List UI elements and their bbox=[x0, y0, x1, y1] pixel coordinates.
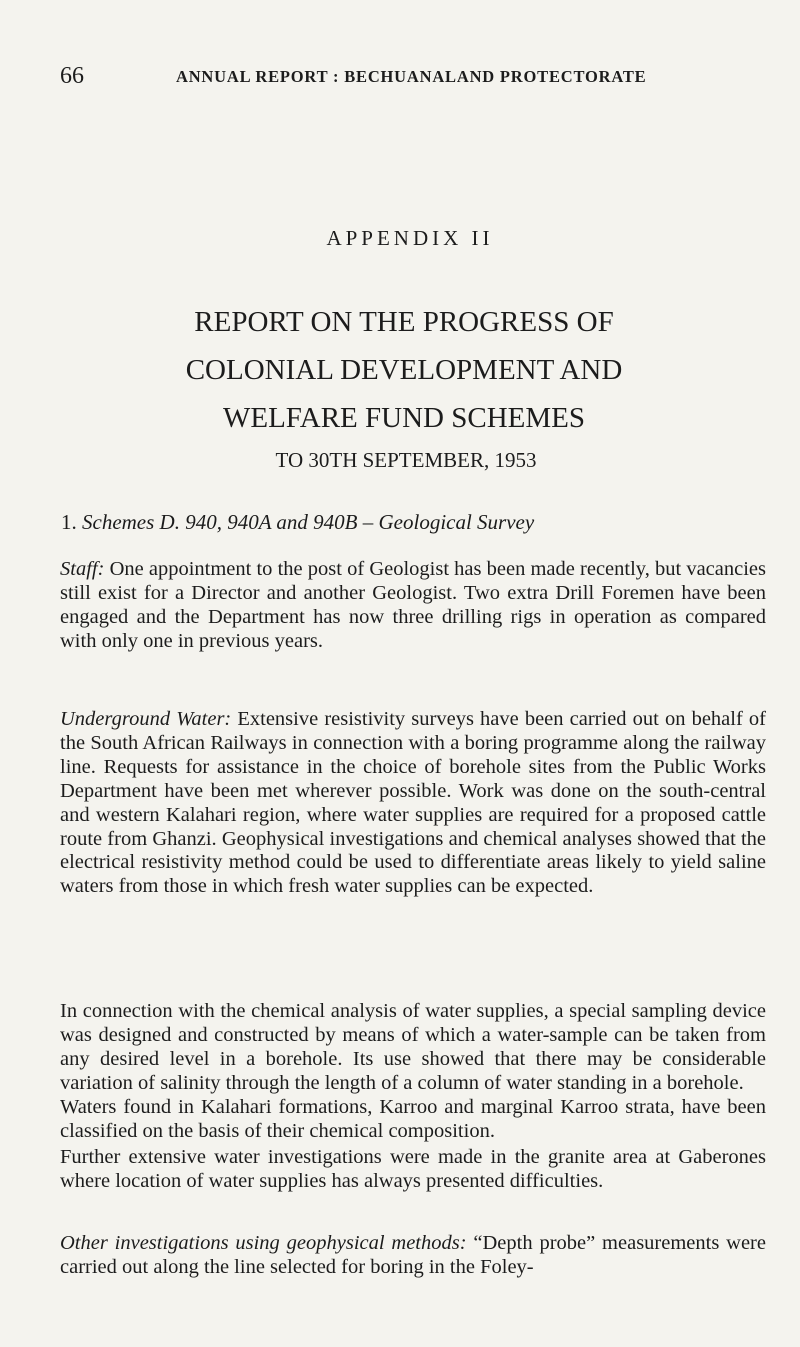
paragraph-text: “Depth probe” measurements were carried out along the line selected for boring in the Foley- bbox=[60, 1232, 766, 1278]
section-number: 1. bbox=[61, 510, 77, 534]
running-head: ANNUAL REPORT : BECHUANALAND PROTECTORATE bbox=[176, 67, 647, 86]
paragraph-lead: Underground Water: bbox=[60, 708, 232, 730]
section-heading bbox=[61, 510, 534, 535]
paragraph-gaberones: Further extensive water investigations were made in the granite area at Gaberones where location of water supplies has always presented difficulties. bbox=[60, 1146, 766, 1192]
title-line-3: WELFARE FUND SCHEMES bbox=[223, 402, 585, 434]
paragraph-other-investigations bbox=[60, 1232, 766, 1280]
paragraph-text: Extensive resistivity surveys have been carried out on behalf of the South African Railways in connection with a boring programme along the railway line. Requests for assistance in the choice of borehole sites from the Public Works Department have been met wherever possible. Work was done on the south-central and western Kalahari region, where water supplies are required for a proposed cattle route from Ghanzi. Geophysical investigations and chemical analyses showed that the electrical resistivity method could be used to differentiate areas likely to yield saline waters from those in which fresh water supplies can be expected. bbox=[60, 708, 766, 898]
appendix-label: APPENDIX II bbox=[326, 226, 494, 250]
report-title bbox=[0, 298, 800, 442]
paragraph-lead: Other investigations using geophysical methods: bbox=[60, 1232, 467, 1254]
paragraph-lead: Staff: bbox=[60, 558, 105, 580]
paragraph-sampling-device: In connection with the chemical analysis of water supplies, a special sampling device was designed and constructed by means of which a water-sample can be taken from any desired level in a borehole. Its use showed that there may be considerable variation of salinity through the length of a column of water standing in a borehole. bbox=[60, 1000, 766, 1094]
paragraph-text: One appointment to the post of Geologist has been made recently, but vacancies still exist for a Director and another Geologist. Two extra Drill Foremen have been engaged and the Department has now three drilling rigs in operation as compared with only one in previous years. bbox=[60, 558, 766, 652]
section-title: Schemes D. 940, 940A and 940B – Geological Survey bbox=[82, 510, 535, 534]
paragraph-waters-classified: Waters found in Kalahari formations, Karroo and marginal Karroo strata, have been classified on the basis of their chemical composition. bbox=[60, 1096, 766, 1142]
date-line: TO 30TH SEPTEMBER, 1953 bbox=[275, 448, 537, 472]
title-line-1: REPORT ON THE PROGRESS OF bbox=[194, 306, 614, 338]
paragraph-underground-water bbox=[60, 708, 766, 899]
paragraph-staff bbox=[60, 558, 766, 654]
page-number: 66 bbox=[60, 63, 84, 89]
title-line-2: COLONIAL DEVELOPMENT AND bbox=[185, 354, 623, 386]
page-header bbox=[60, 63, 760, 99]
